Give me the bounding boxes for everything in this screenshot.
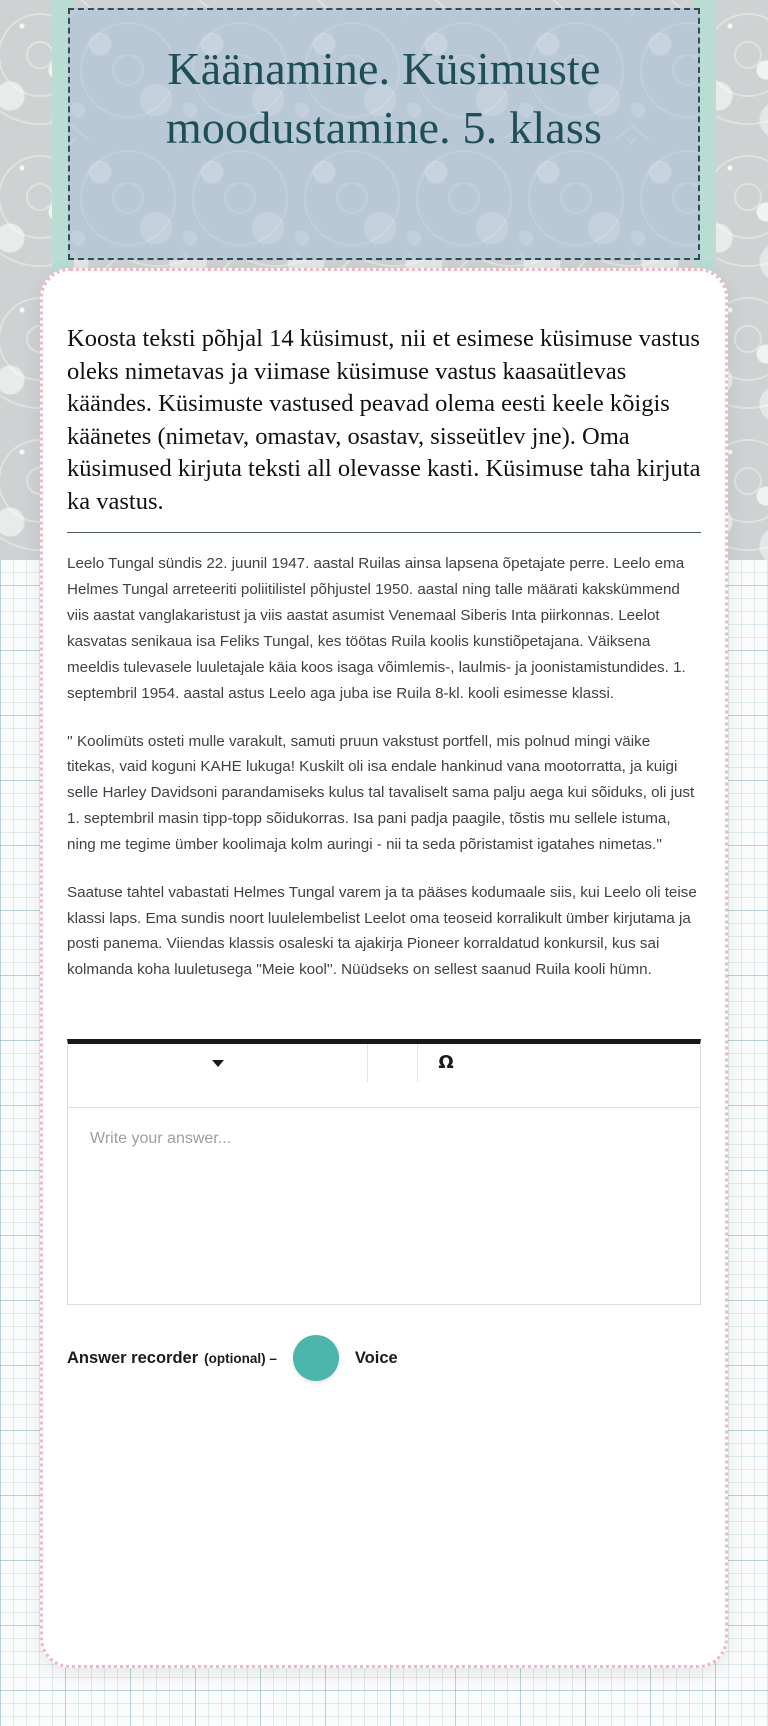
passage-paragraph: Saatuse tahtel vabastati Helmes Tungal varem ja ta pääses kodumaale siis, kui Leelo oli teise klassi laps. Ema sundis noort luulelembelist Leelot oma teoseid korralikult ümber kirjutama ja posti panema. Viiendas klassis osaleski ta ajakirja Pioneer korraldatud konkursil, kus sai kolmanda koha luuletusega ''Meie kool''. Nüüdseks on sellest saanud Ruila kooli hümn.	[67, 883, 697, 979]
answer-placeholder: Write your answer...	[90, 1130, 232, 1148]
recorder-label: Answer recorder	[67, 1348, 199, 1367]
section-divider	[67, 532, 701, 533]
format-dropdown-button[interactable]	[68, 1044, 368, 1082]
content-card	[40, 268, 728, 1668]
chevron-down-icon	[212, 1060, 224, 1067]
header-panel	[68, 8, 700, 260]
voice-label: Voice	[354, 1348, 398, 1367]
record-voice-button[interactable]	[293, 1335, 339, 1381]
card-inner	[67, 323, 701, 1645]
omega-icon: Ω	[438, 1052, 454, 1074]
answer-editor	[67, 1039, 701, 1305]
answer-recorder-row	[67, 1335, 701, 1381]
editor-toolbar	[68, 1044, 700, 1108]
recorder-optional-label: (optional) –	[204, 1350, 277, 1366]
answer-input[interactable]	[68, 1108, 700, 1304]
passage-paragraph: '' Koolimüts osteti mulle varakult, samuti pruun vakstust portfell, mis polnud mingi väike titekas, vaid koguni KAHE lukuga! Kuskilt oli isa endale hankinud vana mootorratta, ja kuigi selle Harley Davidsoni parandamiseks kulus tal tavaliselt sama palju aega kui sõiduks, oli just 1. septembril masin tipp-topp sõidukorras. Isa pani padja paagile, tõstis mu sellele istuma, ning me tegime ümber koolimaja kolm auringi - nii ta seda põristamist igatahes nimetas.''	[67, 732, 695, 853]
special-character-button[interactable]	[418, 1044, 474, 1082]
passage-paragraph: Leelo Tungal sündis 22. juunil 1947. aastal Ruilas ainsa lapsena õpetajate perre. Leelo ema Helmes Tungal arreteeriti poliitilistel põhjustel 1950. aastal ning talle määrati kakskümmend viis aastat vanglakaristust ja viis aastat asumist Venemaal Siberis Inta piirkonnas. Leelot kasvatas senikaua isa Feliks Tungal, kes töötas Ruila koolis kunstiõpetajana. Väiksena meeldis tulevasele luuletajale käia koos isaga võimlemis-, laulmis- ja joonistamistundides. 1. septembril 1954. aastal astus Leelo aga juba ise Ruila 8-kl. kooli esimesse klassi.	[67, 555, 686, 702]
toolbar-spacer-group	[368, 1044, 418, 1082]
assignment-instructions: Koosta teksti põhjal 14 küsimust, nii et esimese küsimuse vastus oleks nimetavas ja viimase küsimuse vastus kaasaütlevas käändes. Küsimuste vastused peavad olema eesti keele kõigis käänetes (nimetav, omastav, osastav, sisseütlev jne). Oma küsimused kirjuta teksti all olevasse kasti. Küsimuse taha kirjuta ka vastus.	[67, 325, 701, 515]
reading-passage	[67, 551, 701, 983]
page-title: Käänamine. Küsimuste moodustamine. 5. klass	[165, 43, 603, 153]
